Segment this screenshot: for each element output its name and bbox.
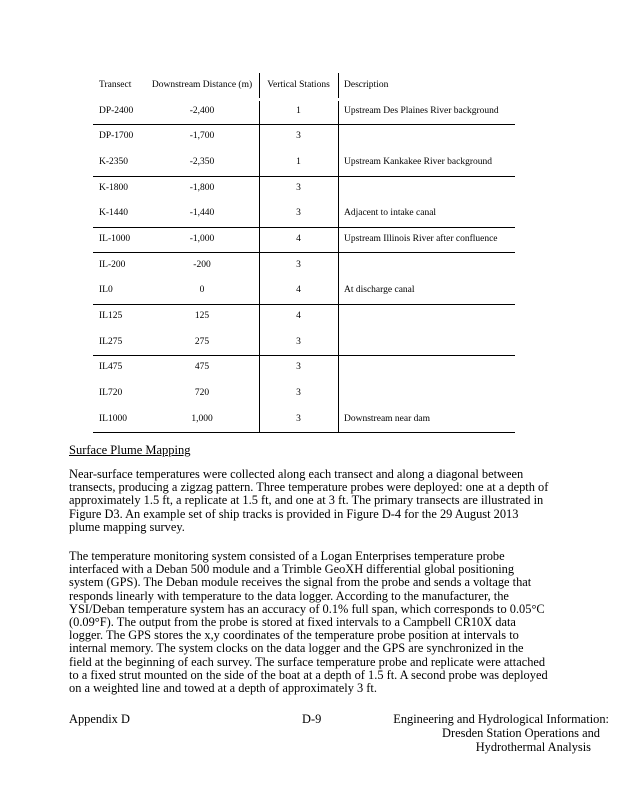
- cell-transect: K-1800: [99, 182, 129, 193]
- footer-document-title: [393, 712, 609, 754]
- table-divider-vertical: [259, 73, 260, 98]
- paragraph-monitoring-system: [69, 550, 609, 695]
- text-line: interfaced with a Deban 500 module and a Trimble GeoXH differential global positioning: [69, 562, 515, 577]
- table-row: [93, 303, 515, 329]
- table-row: [93, 175, 515, 201]
- cell-vertical: 4: [296, 233, 301, 244]
- table-row: [93, 355, 515, 381]
- table-row: [93, 329, 515, 355]
- cell-description: [344, 329, 514, 355]
- cell-vertical: 3: [296, 208, 301, 219]
- cell-vertical: 1: [296, 105, 301, 116]
- table-row: [93, 406, 515, 432]
- table-divider-horizontal: [93, 432, 515, 433]
- table-divider-horizontal: [93, 304, 515, 305]
- table-row: [93, 252, 515, 278]
- cell-vertical: 3: [296, 131, 301, 142]
- table-divider-horizontal: [93, 355, 515, 356]
- cell-transect: IL1000: [99, 413, 127, 424]
- cell-description: [344, 123, 514, 149]
- cell-vertical: 1: [296, 156, 301, 167]
- cell-transect: IL720: [99, 388, 123, 399]
- cell-distance: -2,400: [189, 105, 215, 116]
- cell-transect: DP-1700: [99, 131, 134, 142]
- section-heading: Surface Plume Mapping: [69, 443, 191, 457]
- text-line: to a fixed strut mounted on the side of the boat at a depth of 1.5 ft. A second probe was deployed: [69, 667, 548, 682]
- cell-distance: -2,350: [189, 156, 215, 167]
- header-transect: Transect: [99, 79, 132, 90]
- table-row: [93, 98, 515, 124]
- cell-description: [344, 252, 514, 278]
- cell-distance: -1,700: [189, 131, 215, 142]
- cell-description: [344, 380, 514, 406]
- text-line: on a weighted line and towed at a depth of approximately 3 ft.: [69, 681, 377, 696]
- cell-transect: IL475: [99, 362, 123, 373]
- cell-description: Adjacent to intake canal: [344, 208, 437, 219]
- cell-transect: IL0: [99, 285, 113, 296]
- text-line: responds linearly with temperature to the data logger. According to the manufacturer, the: [69, 588, 509, 603]
- cell-description: Upstream Illinois River after confluence: [344, 233, 498, 244]
- cell-distance: 1,000: [191, 413, 213, 424]
- cell-distance: -1,000: [189, 233, 215, 244]
- cell-transect: K-2350: [99, 156, 129, 167]
- cell-vertical: 3: [296, 182, 301, 193]
- table-row: [93, 149, 515, 175]
- cell-vertical: 3: [296, 259, 301, 270]
- cell-description: [344, 175, 514, 201]
- cell-description: [344, 355, 514, 381]
- cell-distance: 125: [194, 311, 210, 322]
- text-line: Figure D3. An example set of ship tracks is provided in Figure D-4 for the 29 August 2013: [69, 506, 519, 521]
- cell-description: Downstream near dam: [344, 413, 430, 424]
- cell-transect: IL275: [99, 336, 123, 347]
- table-row: [93, 278, 515, 304]
- cell-distance: 275: [194, 336, 210, 347]
- text-line: logger. The GPS stores the x,y coordinates of the temperature probe position at intervals to: [69, 628, 519, 643]
- table-row: [93, 123, 515, 149]
- text-line: system (GPS). The Deban module receives the signal from the probe and sends a voltage that: [69, 575, 532, 590]
- text-line: The temperature monitoring system consisted of a Logan Enterprises temperature probe: [69, 549, 505, 563]
- footer-title-line: Dresden Station Operations and: [442, 726, 600, 740]
- text-line: internal memory. The system clocks on the data logger and the GPS are synchronized in the: [69, 641, 524, 656]
- header-vertical-stations: Vertical Stations: [267, 79, 330, 90]
- cell-distance: 0: [199, 285, 205, 296]
- table-divider-horizontal: [93, 252, 515, 253]
- table-divider-horizontal: [93, 124, 515, 125]
- table-header-row: [93, 72, 515, 98]
- cell-distance: -1,800: [189, 182, 215, 193]
- footer-title-line: Engineering and Hydrological Information:: [393, 712, 609, 726]
- paragraph-plume-mapping: [69, 468, 609, 534]
- cell-transect: IL-200: [99, 259, 126, 270]
- table-divider-horizontal: [93, 176, 515, 177]
- cell-transect: DP-2400: [99, 105, 134, 116]
- header-distance: Downstream Distance (m): [151, 79, 253, 90]
- cell-distance: -1,440: [189, 208, 215, 219]
- table-divider-vertical: [338, 73, 339, 98]
- table-row: [93, 380, 515, 406]
- table-row: [93, 226, 515, 252]
- table-divider-vertical: [259, 101, 260, 432]
- text-line: (0.09°F). The output from the probe is stored at fixed intervals to a Campbell CR10X data: [69, 615, 516, 630]
- table-row: [93, 200, 515, 226]
- text-line: YSI/Deban temperature system has an accuracy of 0.1% full span, which corresponds to 0.05°C: [69, 601, 545, 616]
- cell-description: [344, 303, 514, 329]
- cell-transect: K-1440: [99, 208, 129, 219]
- table-divider-horizontal: [93, 227, 515, 228]
- footer-appendix-label: Appendix D: [69, 712, 130, 726]
- text-line: transects, producing a zigzag pattern. Three temperature probes were deployed: one at a depth of: [69, 480, 549, 495]
- table-divider-vertical: [338, 101, 339, 432]
- cell-vertical: 3: [296, 336, 301, 347]
- cell-description: Upstream Des Plaines River background: [344, 105, 499, 116]
- cell-transect: IL125: [99, 311, 123, 322]
- footer-title-line: Hydrothermal Analysis: [475, 740, 591, 754]
- text-line: plume mapping survey.: [69, 519, 185, 534]
- cell-distance: 720: [194, 388, 210, 399]
- cell-vertical: 4: [296, 311, 301, 322]
- header-description: Description: [344, 79, 389, 90]
- cell-vertical: 3: [296, 388, 301, 399]
- cell-vertical: 3: [296, 413, 301, 424]
- cell-description: Upstream Kankakee River background: [344, 156, 492, 167]
- cell-transect: IL-1000: [99, 233, 131, 244]
- cell-distance: -200: [193, 259, 211, 270]
- cell-description: At discharge canal: [344, 285, 415, 296]
- cell-vertical: 3: [296, 362, 301, 373]
- footer-page-number: D-9: [302, 712, 322, 726]
- text-line: Near-surface temperatures were collected along each transect and along a diagonal between: [69, 467, 524, 481]
- cell-vertical: 4: [296, 285, 301, 296]
- cell-distance: 475: [194, 362, 210, 373]
- text-line: field at the beginning of each survey. The surface temperature probe and replicate were attached: [69, 654, 546, 669]
- text-line: approximately 1.5 ft, a replicate at 1.5 ft, and one at 3 ft. The primary transects are illustrated in: [69, 493, 544, 508]
